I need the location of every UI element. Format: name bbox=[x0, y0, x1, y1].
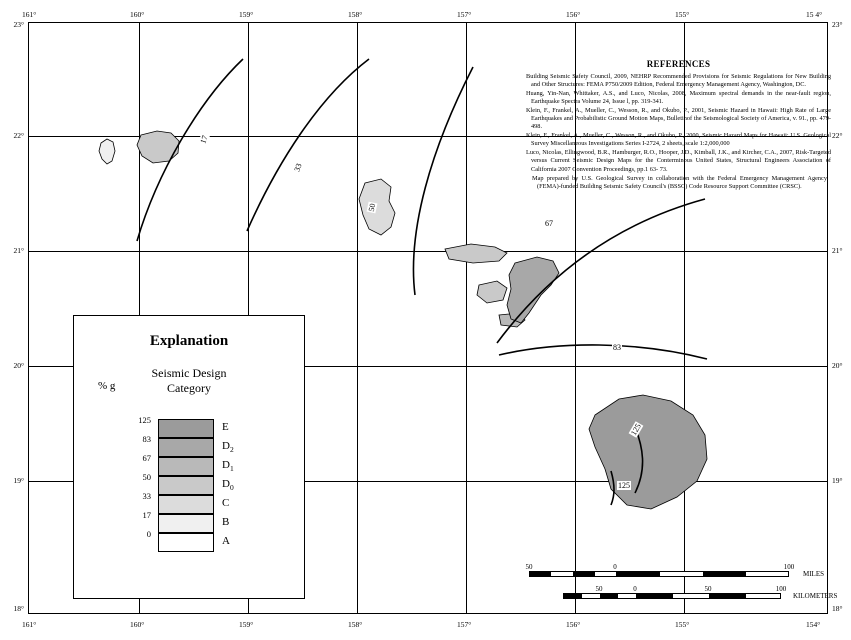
legend-row bbox=[142, 491, 230, 514]
legend-swatch-a bbox=[146, 529, 214, 552]
legend-row bbox=[142, 434, 234, 457]
lat-label-right-22: 22° bbox=[832, 131, 843, 140]
lon-label-bottom-160: 160° bbox=[130, 620, 145, 629]
explanation-title: Explanation bbox=[149, 333, 229, 349]
reference-item: Building Seismic Safety Council, 2009, NEHRP Recommended Provisions for Seismic Regulations for New Building and Other Structures: FEMA P750/2009 Edition, Federal Emergency Management Agency, Washington, DC. bbox=[526, 73, 831, 89]
lon-label-top-156: 156° bbox=[566, 10, 581, 19]
contour-label-67: 67 bbox=[545, 219, 553, 228]
lon-label-top-158: 158° bbox=[348, 10, 363, 19]
lat-label-left-22: 22° bbox=[13, 131, 24, 140]
legend-value: 0 bbox=[146, 529, 151, 539]
contour-33 bbox=[247, 59, 369, 231]
lat-label-right-21: 21° bbox=[832, 246, 843, 255]
island-niihau bbox=[99, 139, 115, 164]
lat-label-left-18: 18° bbox=[13, 604, 24, 613]
legend-value: 83 bbox=[142, 434, 151, 444]
contour-label-83: 83 bbox=[613, 343, 621, 352]
prepared-by-note: Map prepared by U.S. Geological Survey in collaboration with the Federal Emergency Management Agency (FEMA)-funded Building Seismic Safety Council's (BSSC) Code Resource Support Committee (CRSC). bbox=[532, 175, 827, 191]
legend-value: 125 bbox=[138, 415, 151, 425]
legend-value: 50 bbox=[142, 472, 151, 482]
lon-label-top-160: 160° bbox=[130, 10, 145, 19]
legend-swatch-b bbox=[142, 510, 214, 533]
lon-label-bottom-155: 155° bbox=[675, 620, 690, 629]
scale-bar-miles bbox=[521, 563, 824, 585]
legend-category-letter: A bbox=[222, 535, 230, 547]
legend-swatch-c bbox=[142, 491, 214, 514]
legend-category-letter: E bbox=[222, 421, 229, 433]
scale-unit-miles: MILES bbox=[803, 570, 824, 578]
lat-label-right-19: 19° bbox=[832, 476, 843, 485]
island-kauai bbox=[137, 131, 179, 163]
lon-label-top-161: 161° bbox=[22, 10, 37, 19]
contour-label-125: 125 bbox=[629, 422, 643, 437]
units-label: % g bbox=[98, 380, 116, 392]
lat-label-left-20: 20° bbox=[13, 361, 24, 370]
island-molokai bbox=[445, 244, 507, 263]
explanation-box bbox=[73, 315, 305, 599]
contour-83 bbox=[499, 345, 707, 359]
legend-table bbox=[138, 415, 234, 552]
scale-label-km: 50 bbox=[704, 585, 712, 593]
legend-value: 33 bbox=[142, 491, 151, 501]
legend-swatch-e bbox=[138, 415, 214, 438]
lat-label-right-20: 20° bbox=[832, 361, 843, 370]
legend-category-letter: C bbox=[222, 497, 230, 509]
lon-label-top-155: 155° bbox=[675, 10, 690, 19]
references-heading: REFERENCES bbox=[646, 59, 711, 69]
legend-category bbox=[222, 497, 229, 509]
legend-category-sub: 1 bbox=[229, 464, 234, 474]
lon-label-bottom-156: 156° bbox=[566, 620, 581, 629]
scale-label-km: 50 bbox=[595, 585, 603, 593]
scale-bar-miles-graphic bbox=[529, 571, 789, 577]
legend-category bbox=[222, 516, 229, 528]
legend-category-letter: D bbox=[222, 459, 230, 471]
island-maui bbox=[507, 257, 559, 323]
reference-item: Huang, Yin-Nan, Whittaker, A.S., and Luco, Nicolas, 2008, Maximum spectral demands in the near-fault region, Earthquake Spectra Volume 24, Issue l, pp. 319-341. bbox=[526, 90, 831, 106]
reference-item: Klein, F., Frankel, A., Mueller, C., Wesson, R., and Okubo, P., 2001, Seismic Hazard in Hawaii: High Rate of Large Earthquakes and Probabilistic Ground Motion Maps, Bulletinof the Seismological Society of America, v. 91., pp. 479-498. bbox=[526, 107, 831, 131]
contour-label-17: 17 bbox=[198, 134, 210, 145]
lon-label-bottom-154: 154° bbox=[806, 620, 821, 629]
contour-label-50: 50 bbox=[366, 202, 378, 213]
legend-swatch-d1 bbox=[142, 453, 214, 476]
legend-category-sub: 2 bbox=[229, 445, 234, 455]
legend-row bbox=[142, 510, 230, 533]
legend-value: 67 bbox=[142, 453, 151, 463]
scale-label-km: 0 bbox=[633, 585, 637, 593]
legend-row bbox=[138, 415, 229, 438]
explanation-subtitle-line1: Seismic Design bbox=[151, 366, 227, 380]
scale-label-miles: 100 bbox=[783, 563, 795, 571]
legend-category bbox=[222, 421, 229, 433]
island-oahu bbox=[359, 179, 395, 235]
lat-label-left-21: 21° bbox=[13, 246, 24, 255]
legend-row bbox=[146, 529, 230, 552]
island-hawaii bbox=[589, 395, 707, 509]
legend-value: 17 bbox=[142, 510, 151, 520]
scale-label-miles: 50 bbox=[525, 563, 533, 571]
legend-category bbox=[222, 478, 234, 492]
explanation-subtitle-line2: Category bbox=[167, 381, 211, 395]
legend-category-letter: D bbox=[222, 440, 230, 452]
lat-label-right-23: 23° bbox=[832, 20, 843, 29]
legend-category bbox=[222, 535, 230, 547]
scale-unit-km: KILOMETERS bbox=[793, 592, 838, 600]
legend-row bbox=[142, 472, 234, 495]
legend-swatch-d2 bbox=[142, 434, 214, 457]
scale-bar-kilometers bbox=[555, 585, 838, 607]
legend-category bbox=[222, 459, 234, 473]
reference-item: Klein, F., Frankel, A., Mueller, C., Wesson, R., and Okubo, P., 2000, Seismic Hazard Maps for Hawaii: U.S. Geological Survey Miscellaneous Investigations Series I-2724, 2 sheets, scale 1:2,000,000 bbox=[526, 132, 831, 148]
scale-label-km: 100 bbox=[775, 585, 787, 593]
legend-category bbox=[222, 440, 234, 454]
scale-label-miles: 0 bbox=[613, 563, 617, 571]
scale-bars bbox=[521, 563, 838, 607]
lat-label-left-19: 19° bbox=[13, 476, 24, 485]
contour-label-125-inner: 125 bbox=[618, 481, 630, 490]
lon-label-bottom-158: 158° bbox=[348, 620, 363, 629]
lon-label-bottom-157: 157° bbox=[457, 620, 472, 629]
lon-label-top-157: 157° bbox=[457, 10, 472, 19]
legend-category-letter: D bbox=[222, 478, 230, 490]
lon-label-bottom-161: 161° bbox=[22, 620, 37, 629]
contour-label-33: 33 bbox=[292, 162, 304, 173]
lon-label-top-154: 15 4° bbox=[806, 10, 823, 19]
legend-category-sub: 0 bbox=[229, 483, 234, 493]
scale-bar-kilometers-graphic bbox=[563, 593, 781, 599]
legend-category-letter: B bbox=[222, 516, 230, 528]
lon-label-bottom-159: 159° bbox=[239, 620, 254, 629]
references-block bbox=[526, 59, 831, 175]
lat-label-left-23: 23° bbox=[13, 20, 24, 29]
legend-row bbox=[142, 453, 234, 476]
lon-label-top-159: 159° bbox=[239, 10, 254, 19]
reference-item: Luco, Nicolas, Ellingwood, B.R., Hamburger, R.O., Hooper, J.D., Kimball, J.K., and Kircher, C.A., 2007, Risk-Targeted versus Current Seismic Design Maps for the Conterminous United States, Structural Engineers Association of California 2007 Convention Proceedings, pp.1 63- 73. bbox=[526, 149, 831, 173]
island-lanai bbox=[477, 281, 507, 303]
lat-label-right-18: 18° bbox=[832, 604, 843, 613]
legend-swatch-d0 bbox=[142, 472, 214, 495]
